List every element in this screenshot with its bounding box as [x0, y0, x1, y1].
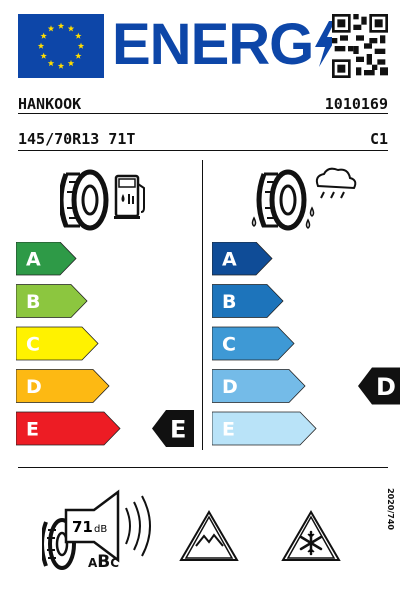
- noise-class-b: B: [97, 552, 111, 572]
- wet-rating-badge: [358, 368, 400, 405]
- regulation-number: 2020/740: [386, 488, 395, 530]
- qr-code-icon: [332, 14, 388, 78]
- wet-grip-scale: [212, 242, 402, 454]
- mountain-ice-icon: [280, 508, 342, 564]
- fuel-bar-b: [16, 285, 87, 318]
- noise-class-c: C: [110, 556, 120, 570]
- fuel-rating-letter: E: [170, 415, 187, 444]
- wet-bar-e: [212, 412, 316, 445]
- noise-class-letters: [88, 552, 119, 572]
- bottom-rule: [18, 467, 388, 468]
- fuel-bar-e: [16, 412, 120, 445]
- fuel-bar-label: C: [26, 333, 40, 356]
- fuel-rating-badge: [152, 410, 194, 447]
- mountain-snowflake-icon: [178, 508, 240, 564]
- noise-class-a: A: [88, 556, 98, 570]
- wet-bar-a: [212, 242, 272, 275]
- size-rule: [18, 150, 388, 151]
- energy-title: ENERG: [112, 12, 339, 78]
- tyre-fuel-pump-icon: [60, 168, 150, 232]
- wet-rating-letter: D: [376, 373, 396, 401]
- wet-bar-d: [212, 370, 305, 403]
- tyre-class: C1: [369, 130, 388, 148]
- wet-bar-label: B: [222, 291, 237, 313]
- fuel-bar-label: B: [26, 291, 41, 313]
- fuel-efficiency-scale: [16, 242, 198, 454]
- fuel-bar-label: A: [26, 248, 41, 271]
- wet-bar-label: D: [222, 376, 238, 398]
- wet-bar-label: A: [222, 248, 237, 271]
- wet-bar-label: E: [222, 418, 235, 441]
- header-rule: [18, 113, 388, 114]
- fuel-bar-a: [16, 242, 76, 275]
- column-divider: [202, 160, 203, 450]
- tyre-rain-cloud-icon: [248, 164, 360, 234]
- wet-bar-label: C: [222, 333, 236, 356]
- noise-value: 71: [72, 518, 93, 536]
- fuel-bar-label: E: [26, 418, 39, 441]
- wet-bar-b: [212, 285, 283, 318]
- fuel-bar-label: D: [26, 376, 42, 398]
- brand-name: HANKOOK: [18, 95, 82, 113]
- eu-flag-icon: [18, 14, 104, 78]
- noise-unit: dB: [94, 524, 108, 535]
- article-number: 1010169: [324, 95, 388, 113]
- fuel-bar-c: [16, 327, 98, 360]
- tyre-size: 145/70R13 71T: [18, 130, 136, 148]
- wet-bar-c: [212, 327, 294, 360]
- fuel-bar-d: [16, 370, 109, 403]
